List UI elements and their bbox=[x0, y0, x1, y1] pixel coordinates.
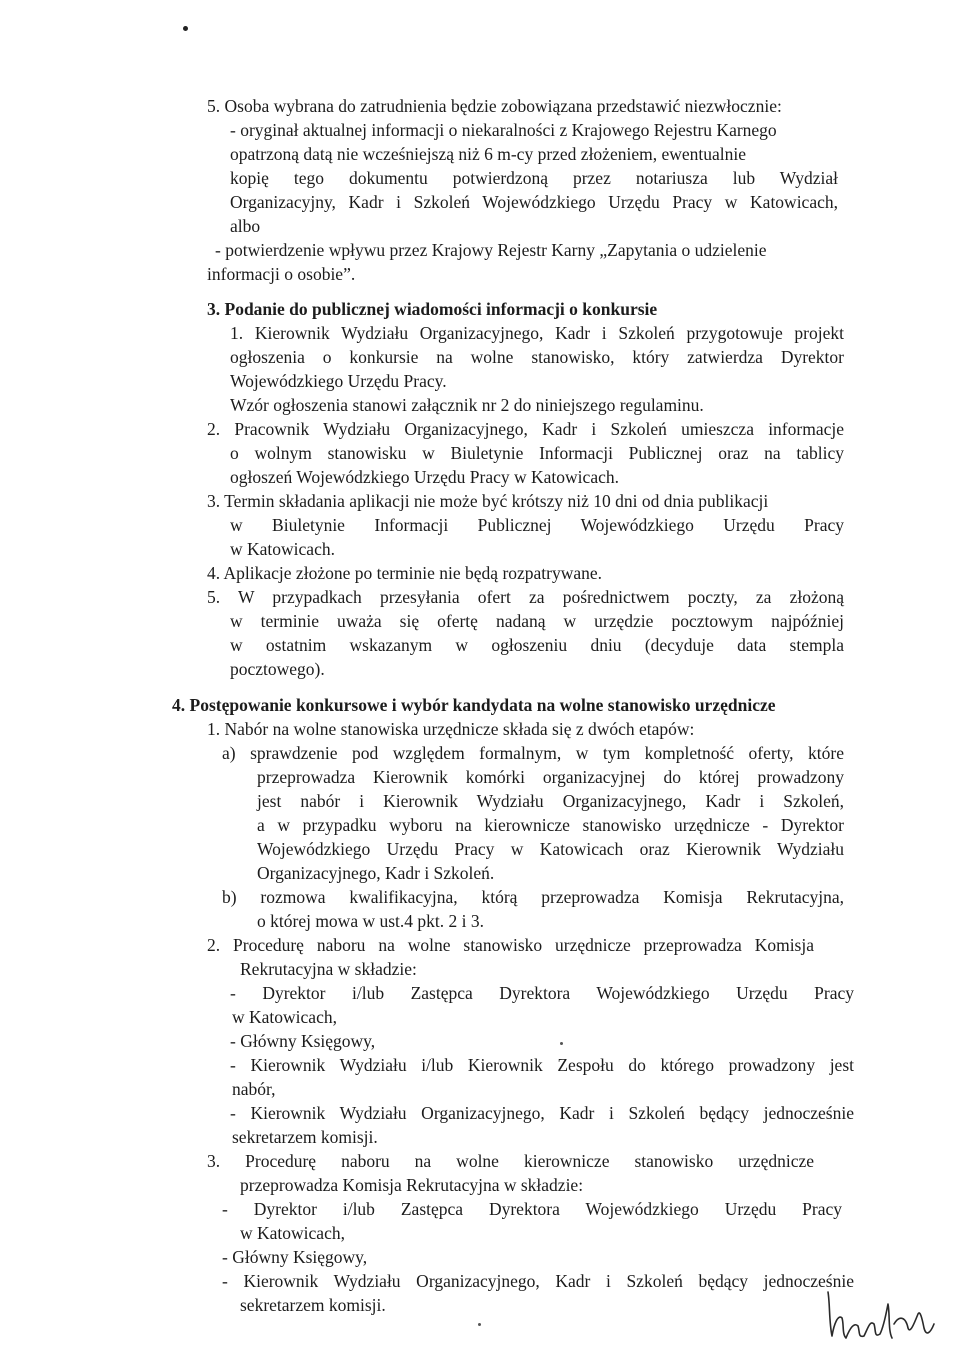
s4-item-2-line-3: - Dyrektor i/lub Zastępca Dyrektora Wojewódzkiego Urzędu Pracy bbox=[230, 983, 854, 1003]
para-5-line-2: - oryginał aktualnej informacji o niekaralności z Krajowego Rejestru Karnego bbox=[230, 120, 777, 140]
s3-item-1-line-4: Wzór ogłoszenia stanowi załącznik nr 2 do niniejszego regulaminu. bbox=[230, 395, 704, 415]
s3-item-2-line-3: ogłoszeń Wojewódzkiego Urzędu Pracy w Katowicach. bbox=[230, 467, 619, 487]
s4-item-2-line-7: nabór, bbox=[232, 1079, 276, 1099]
handwritten-signature bbox=[820, 1284, 940, 1346]
s4-item-1b-line-2: o której mowa w ust.4 pkt. 2 i 3. bbox=[257, 911, 484, 931]
s3-item-3-line-1: 3. Termin składania aplikacji nie może być krótszy niż 10 dni od dnia publikacji bbox=[207, 491, 769, 511]
s3-item-2-line-2: o wolnym stanowisku w Biuletynie Informacji Publicznej oraz na tablicy bbox=[230, 443, 844, 463]
s4-item-1a-line-5: Wojewódzkiego Urzędu Pracy w Katowicach oraz Kierownik Wydziału bbox=[257, 839, 844, 859]
s3-item-5-line-1: 5. W przypadkach przesyłania ofert za pośrednictwem poczty, za złożoną bbox=[207, 587, 844, 607]
s4-item-1a-line-6: Organizacyjnego, Kadr i Szkoleń. bbox=[257, 863, 495, 883]
s4-item-2-line-8: - Kierownik Wydziału Organizacyjnego, Kadr i Szkoleń będący jednocześnie bbox=[230, 1103, 854, 1123]
s4-item-3-line-6: - Kierownik Wydziału Organizacyjnego, Kadr i Szkoleń będący jednocześnie bbox=[222, 1271, 854, 1291]
s4-item-1a-line-3: jest nabór i Kierownik Wydziału Organizacyjnego, Kadr i Szkoleń, bbox=[257, 791, 844, 811]
s3-item-3-line-3: w Katowicach. bbox=[230, 539, 335, 559]
s4-item-3-line-4: w Katowicach, bbox=[240, 1223, 345, 1243]
s4-item-1a-line-2: przeprowadza Kierownik komórki organizacyjnej do której prowadzony bbox=[257, 767, 844, 787]
para-5-line-8: informacji o osobie”. bbox=[207, 264, 356, 284]
s4-item-2-line-1: 2. Procedurę naboru na wolne stanowisko urzędnicze przeprowadza Komisja bbox=[207, 935, 814, 955]
section-4-heading: 4. Postępowanie konkursowe i wybór kandydata na wolne stanowisko urzędnicze bbox=[172, 695, 776, 715]
s4-item-3-line-5: - Główny Księgowy, bbox=[222, 1247, 368, 1267]
s4-item-2-line-2: Rekrutacyjna w składzie: bbox=[240, 959, 417, 979]
s4-item-1: 1. Nabór na wolne stanowiska urzędnicze składa się z dwóch etapów: bbox=[207, 719, 695, 739]
s4-item-1b-line-1: b) rozmowa kwalifikacyjna, którą przeprowadza Komisja Rekrutacyjna, bbox=[222, 887, 844, 907]
s4-item-2-line-5: - Główny Księgowy, bbox=[230, 1031, 376, 1051]
para-5-line-5: Organizacyjny, Kadr i Szkoleń Wojewódzkiego Urzędu Pracy w Katowicach, bbox=[230, 192, 838, 212]
s3-item-1-line-2: ogłoszenia o konkursie na wolne stanowisko, który zatwierdza Dyrektor bbox=[230, 347, 844, 367]
para-5-line-3: opatrzoną datą nie wcześniejszą niż 6 m-cy przed złożeniem, ewentualnie bbox=[230, 144, 747, 164]
para-5-line-4: kopię tego dokumentu potwierdzoną przez notariusza lub Wydział bbox=[230, 168, 838, 188]
s3-item-2-line-1: 2. Pracownik Wydziału Organizacyjnego, Kadr i Szkoleń umieszcza informacje bbox=[207, 419, 844, 439]
s4-item-1a-line-1: a) sprawdzenie pod względem formalnym, w tym kompletność oferty, które bbox=[222, 743, 844, 763]
s4-item-3-line-3: - Dyrektor i/lub Zastępca Dyrektora Wojewódzkiego Urzędu Pracy bbox=[222, 1199, 842, 1219]
s3-item-4: 4. Aplikacje złożone po terminie nie będą rozpatrywane. bbox=[207, 563, 603, 583]
para-5-line-7: - potwierdzenie wpływu przez Krajowy Rejestr Karny „Zapytania o udzielenie bbox=[215, 240, 767, 260]
s4-item-3-line-7: sekretarzem komisji. bbox=[240, 1295, 386, 1315]
s4-item-1a-line-4: a w przypadku wyboru na kierownicze stanowisko urzędnicze - Dyrektor bbox=[257, 815, 844, 835]
s3-item-5-line-3: w ostatnim wskazanym w ogłoszeniu dniu (decyduje data stempla bbox=[230, 635, 844, 655]
section-3-heading: 3. Podanie do publicznej wiadomości informacji o konkursie bbox=[207, 299, 658, 319]
s4-item-2-line-9: sekretarzem komisji. bbox=[232, 1127, 378, 1147]
para-5-line-6: albo bbox=[230, 216, 261, 236]
scan-speck bbox=[560, 1042, 563, 1045]
s4-item-2-line-4: w Katowicach, bbox=[232, 1007, 337, 1027]
scan-dot bbox=[183, 26, 188, 31]
scan-speck bbox=[478, 1323, 481, 1326]
s3-item-5-line-4: pocztowego). bbox=[230, 659, 325, 679]
s4-item-2-line-6: - Kierownik Wydziału i/lub Kierownik Zespołu do którego prowadzony jest bbox=[230, 1055, 854, 1075]
s3-item-1-line-3: Wojewódzkiego Urzędu Pracy. bbox=[230, 371, 447, 391]
s4-item-3-line-1: 3. Procedurę naboru na wolne kierownicze stanowisko urzędnicze bbox=[207, 1151, 814, 1171]
s3-item-5-line-2: w terminie uważa się ofertę nadaną w urzędzie pocztowym najpóźniej bbox=[230, 611, 844, 631]
para-5-line-1: 5. Osoba wybrana do zatrudnienia będzie zobowiązana przedstawić niezwłocznie: bbox=[207, 96, 782, 116]
s4-item-3-line-2: przeprowadza Komisja Rekrutacyjna w składzie: bbox=[240, 1175, 584, 1195]
s3-item-3-line-2: w Biuletynie Informacji Publicznej Wojewódzkiego Urzędu Pracy bbox=[230, 515, 844, 535]
s3-item-1-line-1: 1. Kierownik Wydziału Organizacyjnego, Kadr i Szkoleń przygotowuje projekt bbox=[230, 323, 844, 343]
